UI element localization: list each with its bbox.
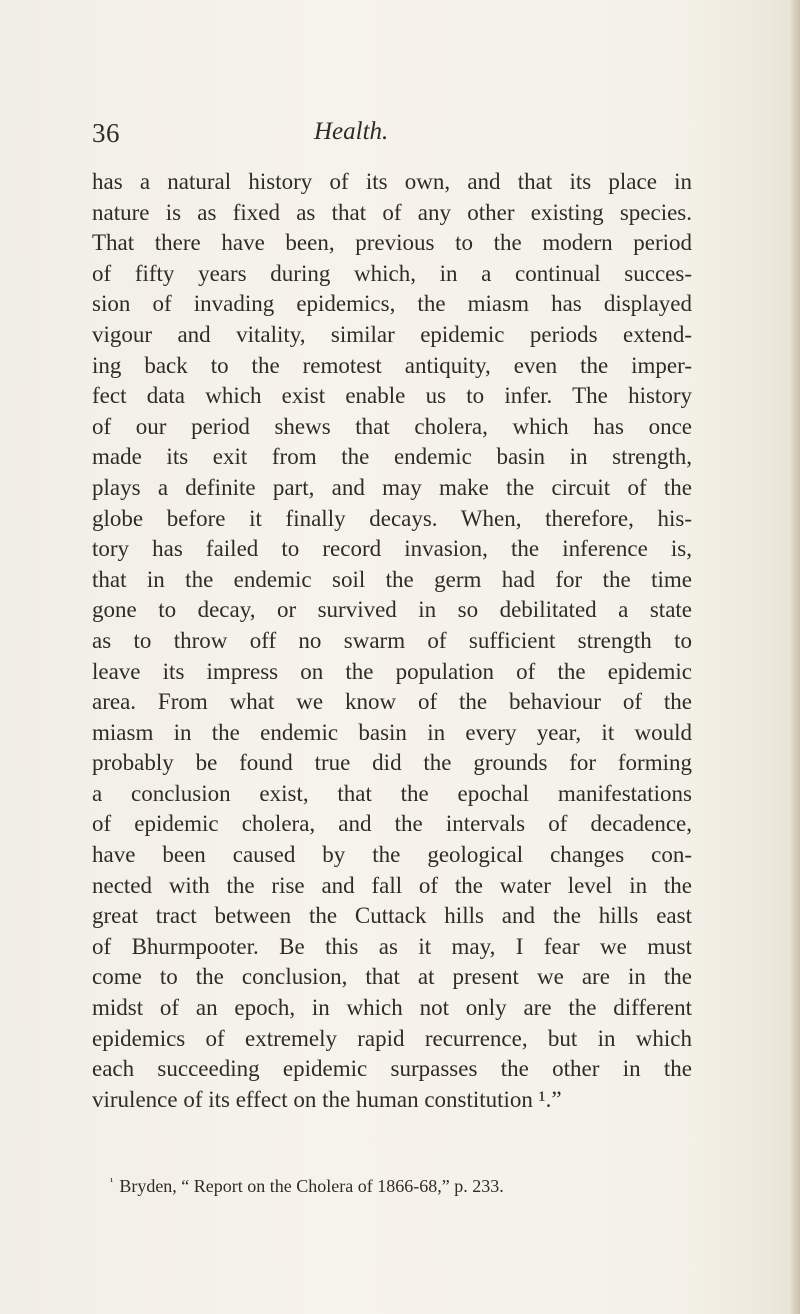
text-line: vigour and vitality, similar epidemic periods extend- xyxy=(92,321,692,347)
text-line: each succeeding epidemic surpasses the other in the xyxy=(92,1056,692,1082)
text-line: virulence of its effect on the human constitution ¹.” xyxy=(92,1086,562,1112)
text-line: globe before it finally decays. When, therefore, his- xyxy=(92,505,692,531)
text-line: as to throw off no swarm of sufficient strength to xyxy=(92,627,692,653)
text-line: midst of an epoch, in which not only are the different xyxy=(92,995,692,1021)
page-edge-shadow xyxy=(790,0,800,1314)
footnote xyxy=(110,1170,670,1198)
text-line: great tract between the Cuttack hills and the hills east xyxy=(92,903,692,929)
body-text xyxy=(92,167,692,1115)
text-line: that in the endemic soil the germ had for the time xyxy=(92,566,692,592)
text-line: a conclusion exist, that the epochal manifestations xyxy=(92,780,692,806)
page-header xyxy=(92,118,692,158)
text-line: That there have been, previous to the modern period xyxy=(92,230,692,256)
footnote-text: Bryden, “ Report on the Cholera of 1866-68,” p. 233. xyxy=(119,1176,504,1196)
text-line: epidemics of extremely rapid recurrence, but in which xyxy=(92,1025,692,1051)
footnote-marker: ¹ xyxy=(110,1176,114,1188)
text-line: plays a definite part, and may make the circuit of the xyxy=(92,474,692,500)
text-line: nected with the rise and fall of the water level in the xyxy=(92,872,692,898)
text-line: ing back to the remotest antiquity, even the imper- xyxy=(92,352,692,378)
text-line: sion of invading epidemics, the miasm has displayed xyxy=(92,291,692,317)
page-number: 36 xyxy=(92,118,120,148)
text-line: tory has failed to record invasion, the inference is, xyxy=(92,536,692,562)
text-line: area. From what we know of the behaviour of the xyxy=(92,689,692,715)
text-line: come to the conclusion, that at present we are in the xyxy=(92,964,692,990)
text-line: of Bhurmpooter. Be this as it may, I fear we must xyxy=(92,933,692,959)
text-line: of epidemic cholera, and the intervals of decadence, xyxy=(92,811,692,837)
text-line: leave its impress on the population of the epidemic xyxy=(92,658,692,684)
text-line: of our period shews that cholera, which has once xyxy=(92,413,692,439)
text-line: have been caused by the geological changes con- xyxy=(92,842,692,868)
running-head: Health. xyxy=(314,118,389,145)
text-line: gone to decay, or survived in so debilitated a state xyxy=(92,597,692,623)
text-line: probably be found true did the grounds for forming xyxy=(92,750,692,776)
text-line: fect data which exist enable us to infer. The history xyxy=(92,383,692,409)
text-line: nature is as fixed as that of any other existing species. xyxy=(92,199,692,225)
text-line: of fifty years during which, in a continual succes- xyxy=(92,260,692,286)
text-line: miasm in the endemic basin in every year, it would xyxy=(92,719,692,745)
text-line: made its exit from the endemic basin in strength, xyxy=(92,444,692,470)
text-line: has a natural history of its own, and that its place in xyxy=(92,169,692,194)
